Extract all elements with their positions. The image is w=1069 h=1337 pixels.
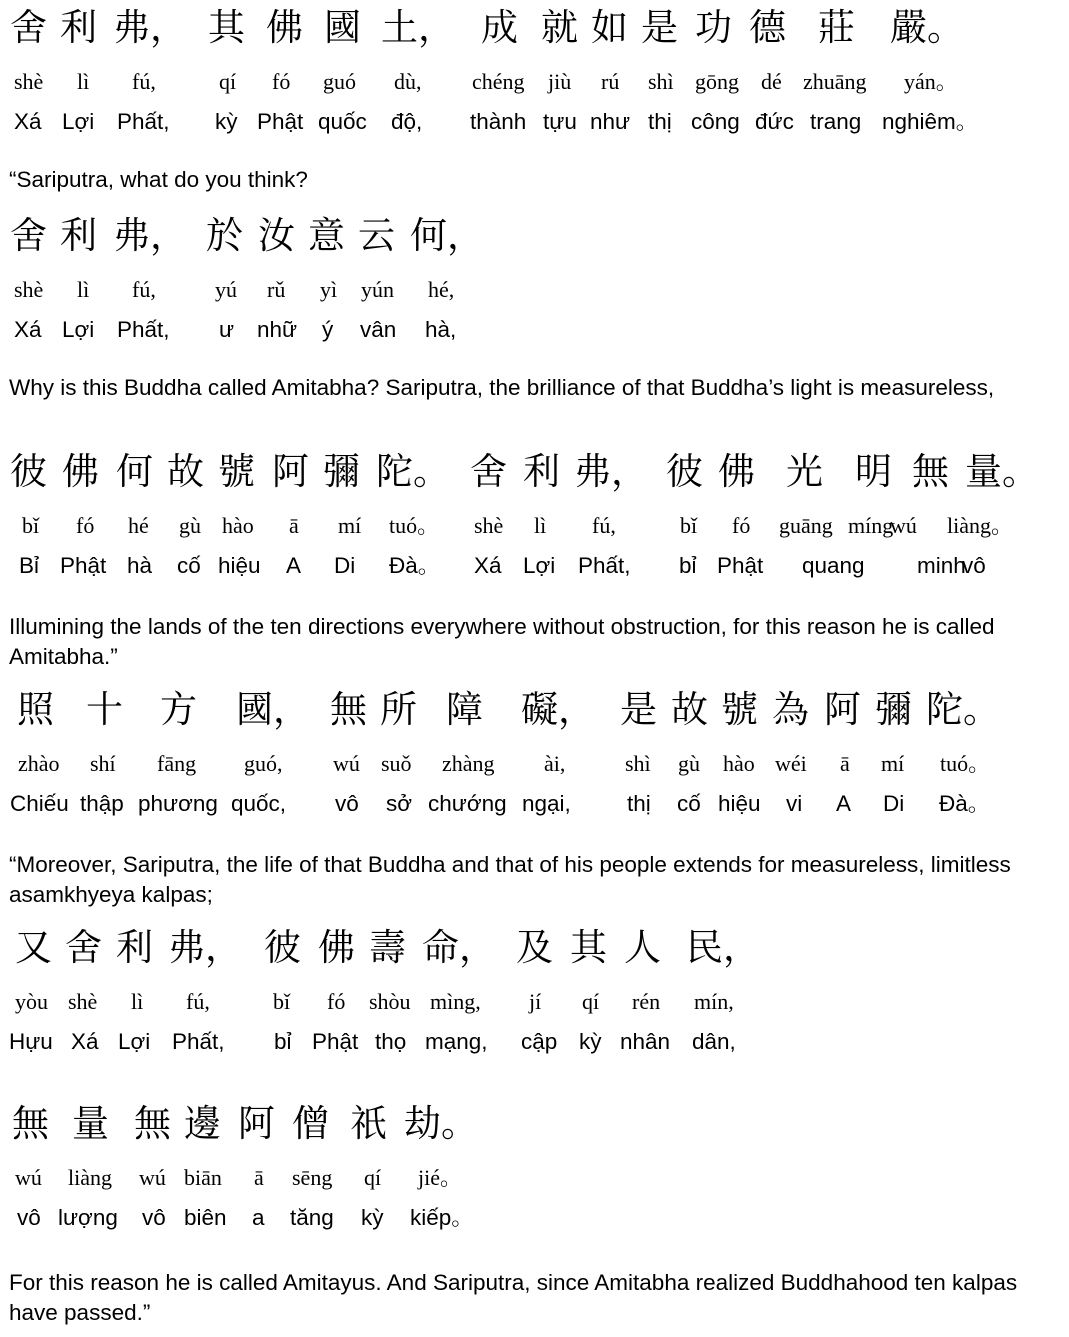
pinyin: mín, <box>694 989 734 1014</box>
hanzi: 光 <box>786 450 823 493</box>
sino-vietnamese: Lợi <box>523 553 556 578</box>
chinese-line <box>0 926 1069 969</box>
hanzi: 號 <box>218 450 255 493</box>
hanzi: 劫。 <box>404 1102 478 1145</box>
sino-vietnamese: cố <box>677 791 701 816</box>
hanzi: 阿 <box>272 450 309 493</box>
pinyin: wú <box>333 751 360 776</box>
vietnamese-line <box>0 108 1069 148</box>
hanzi: 於 <box>206 214 243 257</box>
hanzi: 彼 <box>666 450 703 493</box>
pinyin: jié。 <box>418 1165 462 1190</box>
sino-vietnamese: Di <box>883 791 905 816</box>
english-translation: For this reason he is called Amitayus. And Sariputra, since Amitabha realized Buddhahood ten kalpas have passed.” <box>9 1270 1018 1325</box>
pinyin: fó <box>76 513 95 538</box>
hanzi: 彼 <box>10 450 47 493</box>
hanzi: 功 <box>695 6 732 49</box>
sino-vietnamese: Bỉ <box>19 553 40 578</box>
sino-vietnamese: chướng <box>428 791 507 816</box>
hanzi: 又 <box>15 926 52 969</box>
sino-vietnamese: thập <box>80 791 124 816</box>
vietnamese-line <box>0 552 1069 592</box>
pinyin: shì <box>648 69 674 94</box>
sino-vietnamese: Đà。 <box>389 553 441 578</box>
chinese-line <box>0 688 1069 731</box>
pinyin: fāng <box>157 751 197 776</box>
pinyin-line <box>0 1164 1069 1204</box>
pinyin: fú, <box>186 989 210 1014</box>
hanzi: 十 <box>86 688 123 731</box>
hanzi: 汝 <box>258 214 295 257</box>
hanzi: 佛 <box>718 450 755 493</box>
hanzi: 何 <box>116 450 153 493</box>
sino-vietnamese: trang <box>810 109 862 134</box>
sino-vietnamese: kỳ <box>361 1205 384 1230</box>
pinyin-line <box>0 750 1069 790</box>
sino-vietnamese: nghiêm。 <box>882 109 979 134</box>
hanzi: 僧 <box>292 1102 329 1145</box>
pinyin: wéi <box>775 751 807 776</box>
hanzi: 嚴。 <box>890 6 964 49</box>
pinyin: zhuāng <box>803 69 867 94</box>
hanzi: 阿 <box>238 1102 275 1145</box>
sino-vietnamese: thành <box>470 109 527 134</box>
sino-vietnamese: Phất, <box>172 1029 225 1054</box>
hanzi: 民， <box>686 926 760 969</box>
pinyin: lì <box>77 277 90 302</box>
hanzi: 莊 <box>818 6 855 49</box>
hanzi: 號 <box>721 688 758 731</box>
hanzi: 舍 <box>65 926 102 969</box>
english-translation: “Sariputra, what do you think? <box>9 167 308 192</box>
chinese-line <box>0 450 1069 493</box>
pinyin: chéng <box>472 69 525 94</box>
sino-vietnamese: hiệu <box>718 791 761 816</box>
pinyin: wú <box>15 1165 42 1190</box>
pinyin: bǐ <box>22 513 40 538</box>
sino-vietnamese: a <box>252 1205 265 1230</box>
sino-vietnamese: phương <box>138 791 218 816</box>
hanzi: 命， <box>422 926 496 969</box>
sino-vietnamese: Phật <box>60 553 107 578</box>
hanzi: 德 <box>749 6 786 49</box>
hanzi: 利 <box>523 450 560 493</box>
sino-vietnamese: hà, <box>425 317 457 342</box>
sino-vietnamese: ý <box>322 317 334 342</box>
pinyin: lì <box>534 513 547 538</box>
pinyin: shòu <box>369 989 411 1014</box>
sino-vietnamese: vô <box>17 1205 41 1230</box>
sino-vietnamese: Phật <box>312 1029 359 1054</box>
hanzi: 無 <box>330 688 367 731</box>
hanzi: 礙， <box>521 688 595 731</box>
hanzi: 無 <box>912 450 949 493</box>
sino-vietnamese: Xá <box>14 317 42 342</box>
sino-vietnamese: vô <box>962 553 986 578</box>
pinyin: hào <box>723 751 755 776</box>
hanzi: 利 <box>60 214 97 257</box>
pinyin: mí <box>881 751 905 776</box>
pinyin: rǔ <box>267 277 286 302</box>
hanzi: 是 <box>620 688 657 731</box>
english-translation: “Moreover, Sariputra, the life of that Buddha and that of his people extends for measureless, limitless asamkhyeya kalpas; <box>9 852 1011 907</box>
sino-vietnamese: nhân <box>620 1029 671 1054</box>
pinyin-line <box>0 512 1069 552</box>
sino-vietnamese: công <box>691 109 740 134</box>
vietnamese-line <box>0 1028 1069 1068</box>
hanzi: 弗， <box>574 450 648 493</box>
sino-vietnamese: sở <box>386 791 413 816</box>
hanzi: 如 <box>591 6 628 49</box>
pinyin: yòu <box>15 989 48 1014</box>
hanzi: 土， <box>381 6 455 49</box>
hanzi: 弗， <box>113 6 187 49</box>
hanzi: 方 <box>160 688 197 731</box>
sino-vietnamese: kiếp。 <box>410 1205 474 1230</box>
sino-vietnamese: Xá <box>71 1029 99 1054</box>
pinyin: hé <box>128 513 149 538</box>
english-translation: Why is this Buddha called Amitabha? Sariputra, the brilliance of that Buddha’s light is measureless, <box>9 375 995 400</box>
pinyin: shè <box>14 69 44 94</box>
hanzi: 意 <box>308 214 345 257</box>
hanzi: 量 <box>72 1102 109 1145</box>
hanzi: 無 <box>12 1102 49 1145</box>
sino-vietnamese: quốc <box>318 109 367 134</box>
hanzi: 祇 <box>350 1102 387 1145</box>
pinyin: shí <box>90 751 116 776</box>
hanzi: 利 <box>116 926 153 969</box>
pinyin: qí <box>364 1165 382 1190</box>
pinyin: lì <box>131 989 144 1014</box>
sino-vietnamese: Phất, <box>117 317 170 342</box>
sino-vietnamese: tăng <box>290 1205 334 1230</box>
sino-vietnamese: ngại, <box>522 791 571 816</box>
hanzi: 明 <box>855 450 892 493</box>
hanzi: 及 <box>516 926 553 969</box>
vietnamese-line <box>0 790 1069 830</box>
sino-vietnamese: Phật <box>717 553 764 578</box>
sino-vietnamese: cố <box>177 553 201 578</box>
pinyin: rú <box>601 69 620 94</box>
sino-vietnamese: kỳ <box>215 109 238 134</box>
pinyin: fú, <box>132 277 156 302</box>
pinyin: fú, <box>132 69 156 94</box>
sino-vietnamese: Phất, <box>117 109 170 134</box>
sino-vietnamese: lượng <box>58 1205 118 1230</box>
sino-vietnamese: vô <box>335 791 359 816</box>
pinyin: zhàng <box>442 751 495 776</box>
pinyin: fó <box>272 69 291 94</box>
hanzi: 阿 <box>824 688 861 731</box>
sino-vietnamese: Phất, <box>578 553 631 578</box>
hanzi: 陀。 <box>376 450 450 493</box>
hanzi: 所 <box>380 688 417 731</box>
pinyin: yán。 <box>904 69 958 94</box>
pinyin: wú <box>139 1165 166 1190</box>
sino-vietnamese: hiệu <box>218 553 261 578</box>
sino-vietnamese: thọ <box>375 1029 407 1054</box>
pinyin: dù, <box>394 69 422 94</box>
pinyin: dé <box>761 69 782 94</box>
hanzi: 是 <box>641 6 678 49</box>
hanzi: 云 <box>358 214 395 257</box>
sino-vietnamese: bỉ <box>679 553 697 578</box>
pinyin: ā <box>254 1165 264 1190</box>
sino-vietnamese: tựu <box>543 109 577 134</box>
sino-vietnamese: Xá <box>14 109 42 134</box>
pinyin: shè <box>14 277 44 302</box>
pinyin: míng <box>848 513 894 538</box>
sino-vietnamese: Lợi <box>118 1029 151 1054</box>
sino-vietnamese: quang <box>802 553 865 578</box>
sino-vietnamese: đức <box>755 109 794 134</box>
sino-vietnamese: quốc, <box>231 791 287 816</box>
pinyin: yú <box>215 277 237 302</box>
hanzi: 舍 <box>470 450 507 493</box>
sino-vietnamese: A <box>836 791 852 816</box>
pinyin: suǒ <box>381 751 412 776</box>
hanzi: 彼 <box>264 926 301 969</box>
hanzi: 彌 <box>323 450 360 493</box>
hanzi: 佛 <box>266 6 303 49</box>
pinyin: shè <box>68 989 98 1014</box>
pinyin: zhào <box>18 751 60 776</box>
hanzi: 利 <box>60 6 97 49</box>
hanzi: 佛 <box>318 926 355 969</box>
hanzi: 其 <box>208 6 245 49</box>
hanzi: 障 <box>446 688 483 731</box>
chinese-line <box>0 214 1069 257</box>
pinyin: ā <box>840 751 850 776</box>
sino-vietnamese: Phật <box>257 109 304 134</box>
english-translation: Illumining the lands of the ten directions everywhere without obstruction, for this reason he is called Amitabha.” <box>9 614 995 669</box>
hanzi: 陀。 <box>926 688 1000 731</box>
pinyin: yún <box>361 277 394 302</box>
sino-vietnamese: minh <box>917 553 966 578</box>
hanzi: 弗， <box>113 214 187 257</box>
pinyin: shè <box>474 513 504 538</box>
pinyin: ài, <box>544 751 566 776</box>
sino-vietnamese: độ, <box>391 109 423 134</box>
pinyin: fó <box>327 989 346 1014</box>
pinyin: gù <box>678 751 700 776</box>
pinyin: qí <box>219 69 237 94</box>
sino-vietnamese: như <box>590 109 631 134</box>
sino-vietnamese: dân, <box>692 1029 736 1054</box>
pinyin: wú <box>890 513 917 538</box>
chinese-line <box>0 1102 1069 1145</box>
pinyin: mìng, <box>430 989 481 1014</box>
pinyin: liàng <box>68 1165 112 1190</box>
pinyin: jí <box>529 989 542 1014</box>
hanzi: 舍 <box>10 6 47 49</box>
sino-vietnamese: vi <box>786 791 803 816</box>
hanzi: 故 <box>167 450 204 493</box>
pinyin: shì <box>625 751 651 776</box>
hanzi: 就 <box>541 6 578 49</box>
hanzi: 為 <box>772 688 809 731</box>
hanzi: 壽 <box>369 926 406 969</box>
pinyin: ā <box>289 513 299 538</box>
hanzi: 何， <box>410 214 484 257</box>
sino-vietnamese: thị <box>648 109 672 134</box>
hanzi: 國 <box>324 6 361 49</box>
pinyin: fó <box>732 513 751 538</box>
hanzi: 人 <box>624 926 661 969</box>
pinyin: bǐ <box>273 989 291 1014</box>
pinyin: gù <box>179 513 201 538</box>
hanzi: 故 <box>671 688 708 731</box>
sino-vietnamese: A <box>286 553 302 578</box>
pinyin: hé, <box>428 277 455 302</box>
sino-vietnamese: Lợi <box>62 109 95 134</box>
pinyin: guó <box>323 69 356 94</box>
pinyin: qí <box>582 989 600 1014</box>
sino-vietnamese: bỉ <box>274 1029 292 1054</box>
sino-vietnamese: ư <box>219 317 235 342</box>
hanzi: 成 <box>481 6 518 49</box>
hanzi: 量。 <box>965 450 1039 493</box>
sino-vietnamese: biên <box>184 1205 227 1230</box>
hanzi: 其 <box>570 926 607 969</box>
pinyin: mí <box>338 513 362 538</box>
hanzi: 弗， <box>168 926 242 969</box>
sino-vietnamese: cập <box>521 1029 558 1054</box>
hanzi: 國， <box>236 688 310 731</box>
hanzi: 邊 <box>184 1102 221 1145</box>
vietnamese-line <box>0 316 1069 356</box>
pinyin-line <box>0 988 1069 1028</box>
sino-vietnamese: Xá <box>474 553 502 578</box>
sino-vietnamese: mạng, <box>425 1029 488 1054</box>
hanzi: 無 <box>134 1102 171 1145</box>
pinyin: jiù <box>548 69 572 94</box>
vietnamese-line <box>0 1204 1069 1244</box>
hanzi: 舍 <box>10 214 47 257</box>
sino-vietnamese: hà <box>127 553 153 578</box>
chinese-line <box>0 6 1069 49</box>
pinyin: liàng。 <box>947 513 1013 538</box>
pinyin: tuó。 <box>940 751 991 776</box>
pinyin-line <box>0 276 1069 316</box>
pinyin: hào <box>222 513 254 538</box>
sino-vietnamese: kỳ <box>579 1029 602 1054</box>
sino-vietnamese: Di <box>334 553 356 578</box>
pinyin: tuó。 <box>389 513 440 538</box>
pinyin: yì <box>320 277 338 302</box>
pinyin: fú, <box>592 513 616 538</box>
pinyin: guó, <box>244 751 283 776</box>
pinyin-line <box>0 68 1069 108</box>
sino-vietnamese: vô <box>142 1205 166 1230</box>
sino-vietnamese: nhữ <box>257 317 298 342</box>
pinyin: rén <box>632 989 661 1014</box>
hanzi: 彌 <box>875 688 912 731</box>
hanzi: 佛 <box>62 450 99 493</box>
pinyin: bǐ <box>680 513 698 538</box>
sino-vietnamese: Lợi <box>62 317 95 342</box>
pinyin: lì <box>77 69 90 94</box>
sino-vietnamese: Hựu <box>9 1029 53 1054</box>
pinyin: gōng <box>695 69 739 94</box>
pinyin: guāng <box>779 513 833 538</box>
sino-vietnamese: Đà。 <box>939 791 991 816</box>
sino-vietnamese: vân <box>360 317 397 342</box>
pinyin: biān <box>184 1165 222 1190</box>
sino-vietnamese: thị <box>627 791 651 816</box>
hanzi: 照 <box>17 688 54 731</box>
sino-vietnamese: Chiếu <box>10 791 69 816</box>
pinyin: sēng <box>292 1165 333 1190</box>
